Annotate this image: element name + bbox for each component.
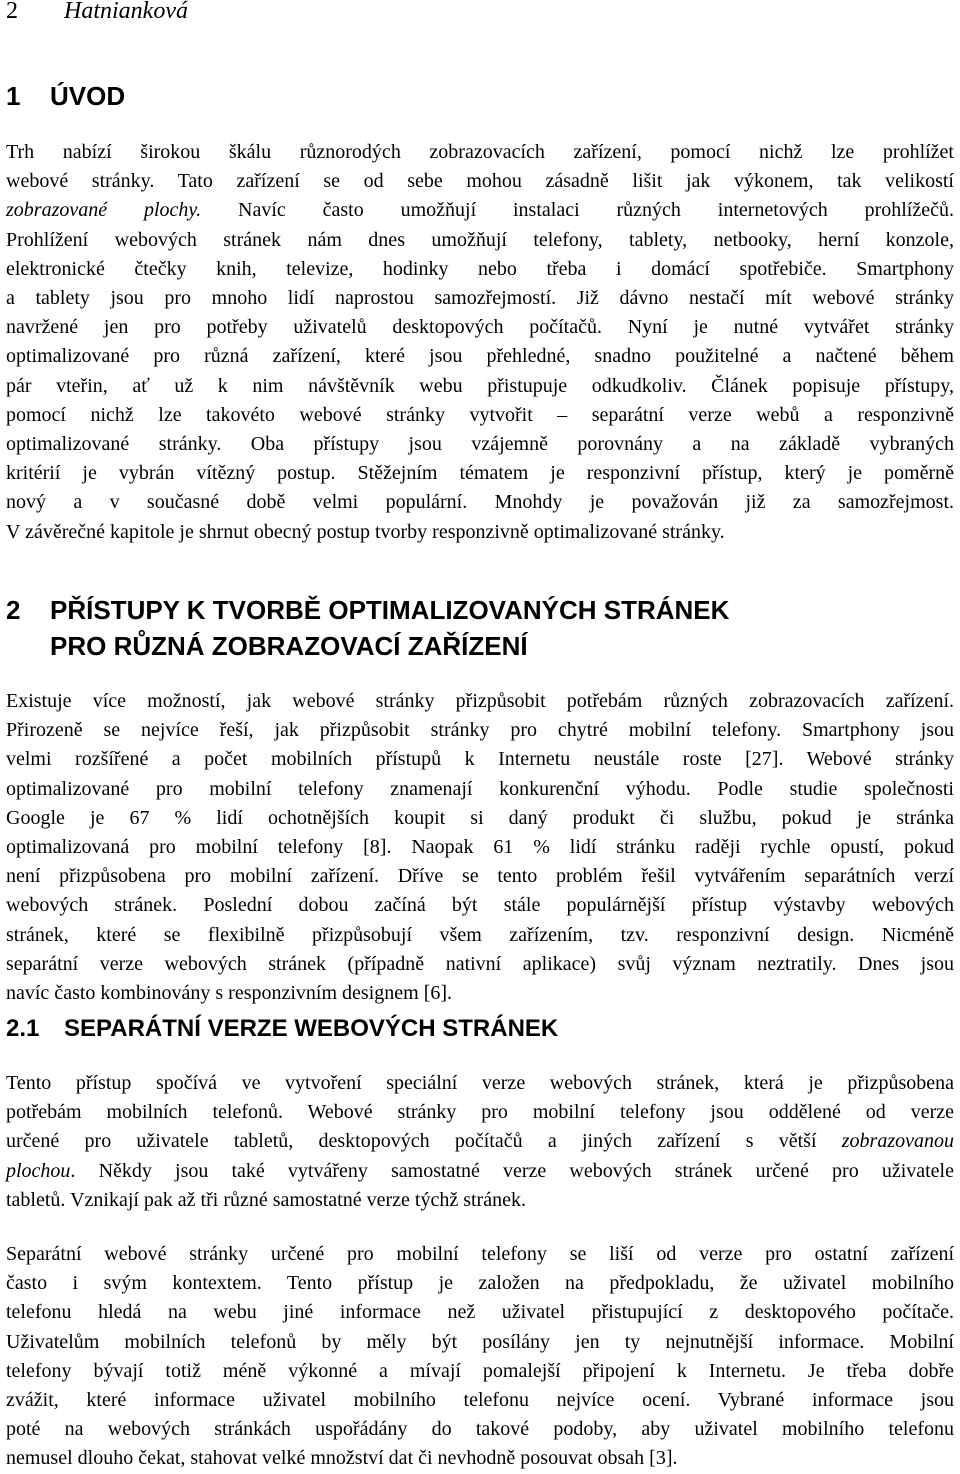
text-line: webových stránek. Poslední dobou začíná být stále populárnější přístup výstavby webových: [6, 894, 954, 917]
text-line: [6, 196, 954, 225]
text-line: [6, 1127, 954, 1156]
text-line: velmi rozšířené a počet mobilních přístupů k Internetu neustále roste [27]. Webové stránky: [6, 748, 954, 771]
italic-term: zobrazované plochy.: [6, 199, 202, 222]
intro-paragraph: [6, 138, 954, 547]
text-line: často i svým kontextem. Tento přístup je založen na předpokladu, že uživatel mobilního: [6, 1272, 954, 1295]
text-line: Tento přístup spočívá ve vytvoření speciální verze webových stránek, která je přizpůsobena: [6, 1072, 954, 1094]
text-line: Uživatelům mobilních telefonů by měly být posílány jen ty nejnutnější informace. Mobilní: [6, 1330, 954, 1353]
text-line: stránek, které se flexibilně přizpůsobují všem zařízením, tzv. responzivní design. Nicméně: [6, 923, 954, 946]
text-line: optimalizované pro mobilní telefony znamenají konkurenční výhodu. Podle studie společnosti: [6, 777, 954, 800]
section-2-paragraph: [6, 687, 954, 1008]
text-segment: . Někdy jsou také vytvářeny samostatné verze webových stránek určené pro uživatele: [70, 1159, 954, 1182]
running-head: [6, 0, 188, 26]
italic-term: zobrazovanou: [841, 1130, 954, 1153]
text-line: pár vteřin, ať už k nim návštěvník webu přistupuje odkudkoliv. Článek popisuje přístupy,: [6, 374, 954, 397]
text-line: a tablety jsou pro mnoho lidí naprostou samozřejmostí. Již dávno nestačí mít webové stránky: [6, 287, 954, 310]
text-line: [6, 1157, 954, 1186]
text-line: V závěrečné kapitole je shrnut obecný postup tvorby responzivně optimalizované stránky.: [6, 520, 725, 543]
page-number: 2: [6, 0, 18, 24]
text-line: Google je 67 % lidí ochotnějších koupit si daný produkt či službu, pokud je stránka: [6, 806, 954, 829]
text-line: poté na webových stránkách uspořádány do takové podoby, aby uživatel mobilního telefonu: [6, 1418, 954, 1441]
text-line: Existuje více možností, jak webové stránky přizpůsobit potřebám různých zobrazovacích zařízení.: [6, 690, 954, 712]
section-number: 2: [6, 595, 21, 625]
text-line: telefonu hledá na webu jiné informace než uživatel přistupující z desktopového počítače.: [6, 1301, 954, 1324]
section-heading-2: [6, 592, 729, 664]
text-line: Separátní webové stránky určené pro mobilní telefony se liší od verze pro ostatní zařízení: [6, 1243, 954, 1265]
text-line: navíc často kombinovány s responzivním designem [6].: [6, 982, 453, 1005]
text-line: optimalizovaná pro mobilní telefony [8]. Naopak 61 % lidí stránku raději rychle opustí, pokud: [6, 836, 954, 859]
text-line: nemusel dlouho čekat, stahovat velké množství dat či nevhodně posouvat obsah [3].: [6, 1447, 678, 1470]
text-segment: Navíc často umožňují instalaci různých internetových prohlížečů.: [201, 199, 954, 222]
subsection-paragraph-2: [6, 1240, 954, 1474]
text-line: optimalizované stránky. Oba přístupy jsou vzájemně porovnány a na základě vybraných: [6, 433, 954, 456]
text-line: Přirozeně se nejvíce řeší, jak přizpůsobit stránky pro chytré mobilní telefony. Smartphony jsou: [6, 719, 954, 742]
section-number: 1: [6, 81, 21, 111]
text-line: separátní verze webových stránek (případně nativní aplikace) svůj význam neztratily. Dnes jsou: [6, 952, 954, 975]
author-name: Hatnianková: [64, 0, 188, 24]
section-title: ÚVOD: [50, 81, 126, 111]
subsection-heading-2-1: [6, 1012, 558, 1046]
subsection-paragraph-1: [6, 1069, 954, 1215]
text-line: pomocí nichž lze takovéto webové stránky vytvořit – separátní verze webů a responzivně: [6, 403, 954, 426]
section-title-line: PŘÍSTUPY K TVORBĚ OPTIMALIZOVANÝCH STRÁNEK: [50, 595, 730, 625]
text-line: webové stránky. Tato zařízení se od sebe mohou zásadně lišit jak výkonem, tak velikostí: [6, 170, 954, 193]
text-line: zvážit, které informace uživatel mobilního telefonu nejvíce ocení. Vybrané informace jsou: [6, 1389, 954, 1412]
subsection-title: SEPARÁTNÍ VERZE WEBOVÝCH STRÁNEK: [64, 1015, 559, 1042]
text-line: nový a v současné době velmi populární. Mnohdy je považován již za samozřejmost.: [6, 491, 954, 514]
text-line: potřebám mobilních telefonů. Webové stránky pro mobilní telefony jsou oddělené od verze: [6, 1101, 954, 1124]
text-line: tabletů. Vznikají pak až tři různé samostatné verze týchž stránek.: [6, 1188, 526, 1211]
text-line: telefony bývají totiž méně výkonné a mívají pomalejší připojení k Internetu. Je třeba dobře: [6, 1359, 954, 1382]
section-heading-1: [6, 78, 125, 114]
text-line: není přizpůsobena pro mobilní zařízení. Dříve se tento problém řešil vytvářením separátních verzí: [6, 865, 954, 888]
section-title-line: PRO RŮZNÁ ZOBRAZOVACÍ ZAŘÍZENÍ: [50, 631, 528, 661]
subsection-number: 2.1: [6, 1015, 40, 1042]
text-line: navržené jen pro potřeby uživatelů desktopových počítačů. Nyní je nutné vytvářet stránky: [6, 316, 954, 339]
text-segment: určené pro uživatele tabletů, desktopových počítačů a jiných zařízení s větší: [6, 1130, 842, 1153]
text-line: optimalizované pro různá zařízení, které jsou přehledné, snadno použitelné a načtené během: [6, 345, 954, 368]
text-line: Prohlížení webových stránek nám dnes umožňují telefony, tablety, netbooky, herní konzole,: [6, 228, 954, 251]
text-line: Trh nabízí širokou škálu různorodých zobrazovacích zařízení, pomocí nichž lze prohlížet: [6, 141, 954, 163]
italic-term: plochou: [6, 1159, 71, 1182]
text-line: kritérií je vybrán vítězný postup. Stěžejním tématem je responzivní přístup, který je poměrně: [6, 462, 954, 485]
text-line: elektronické čtečky knih, televize, hodinky nebo třeba i domácí spotřebiče. Smartphony: [6, 257, 954, 280]
